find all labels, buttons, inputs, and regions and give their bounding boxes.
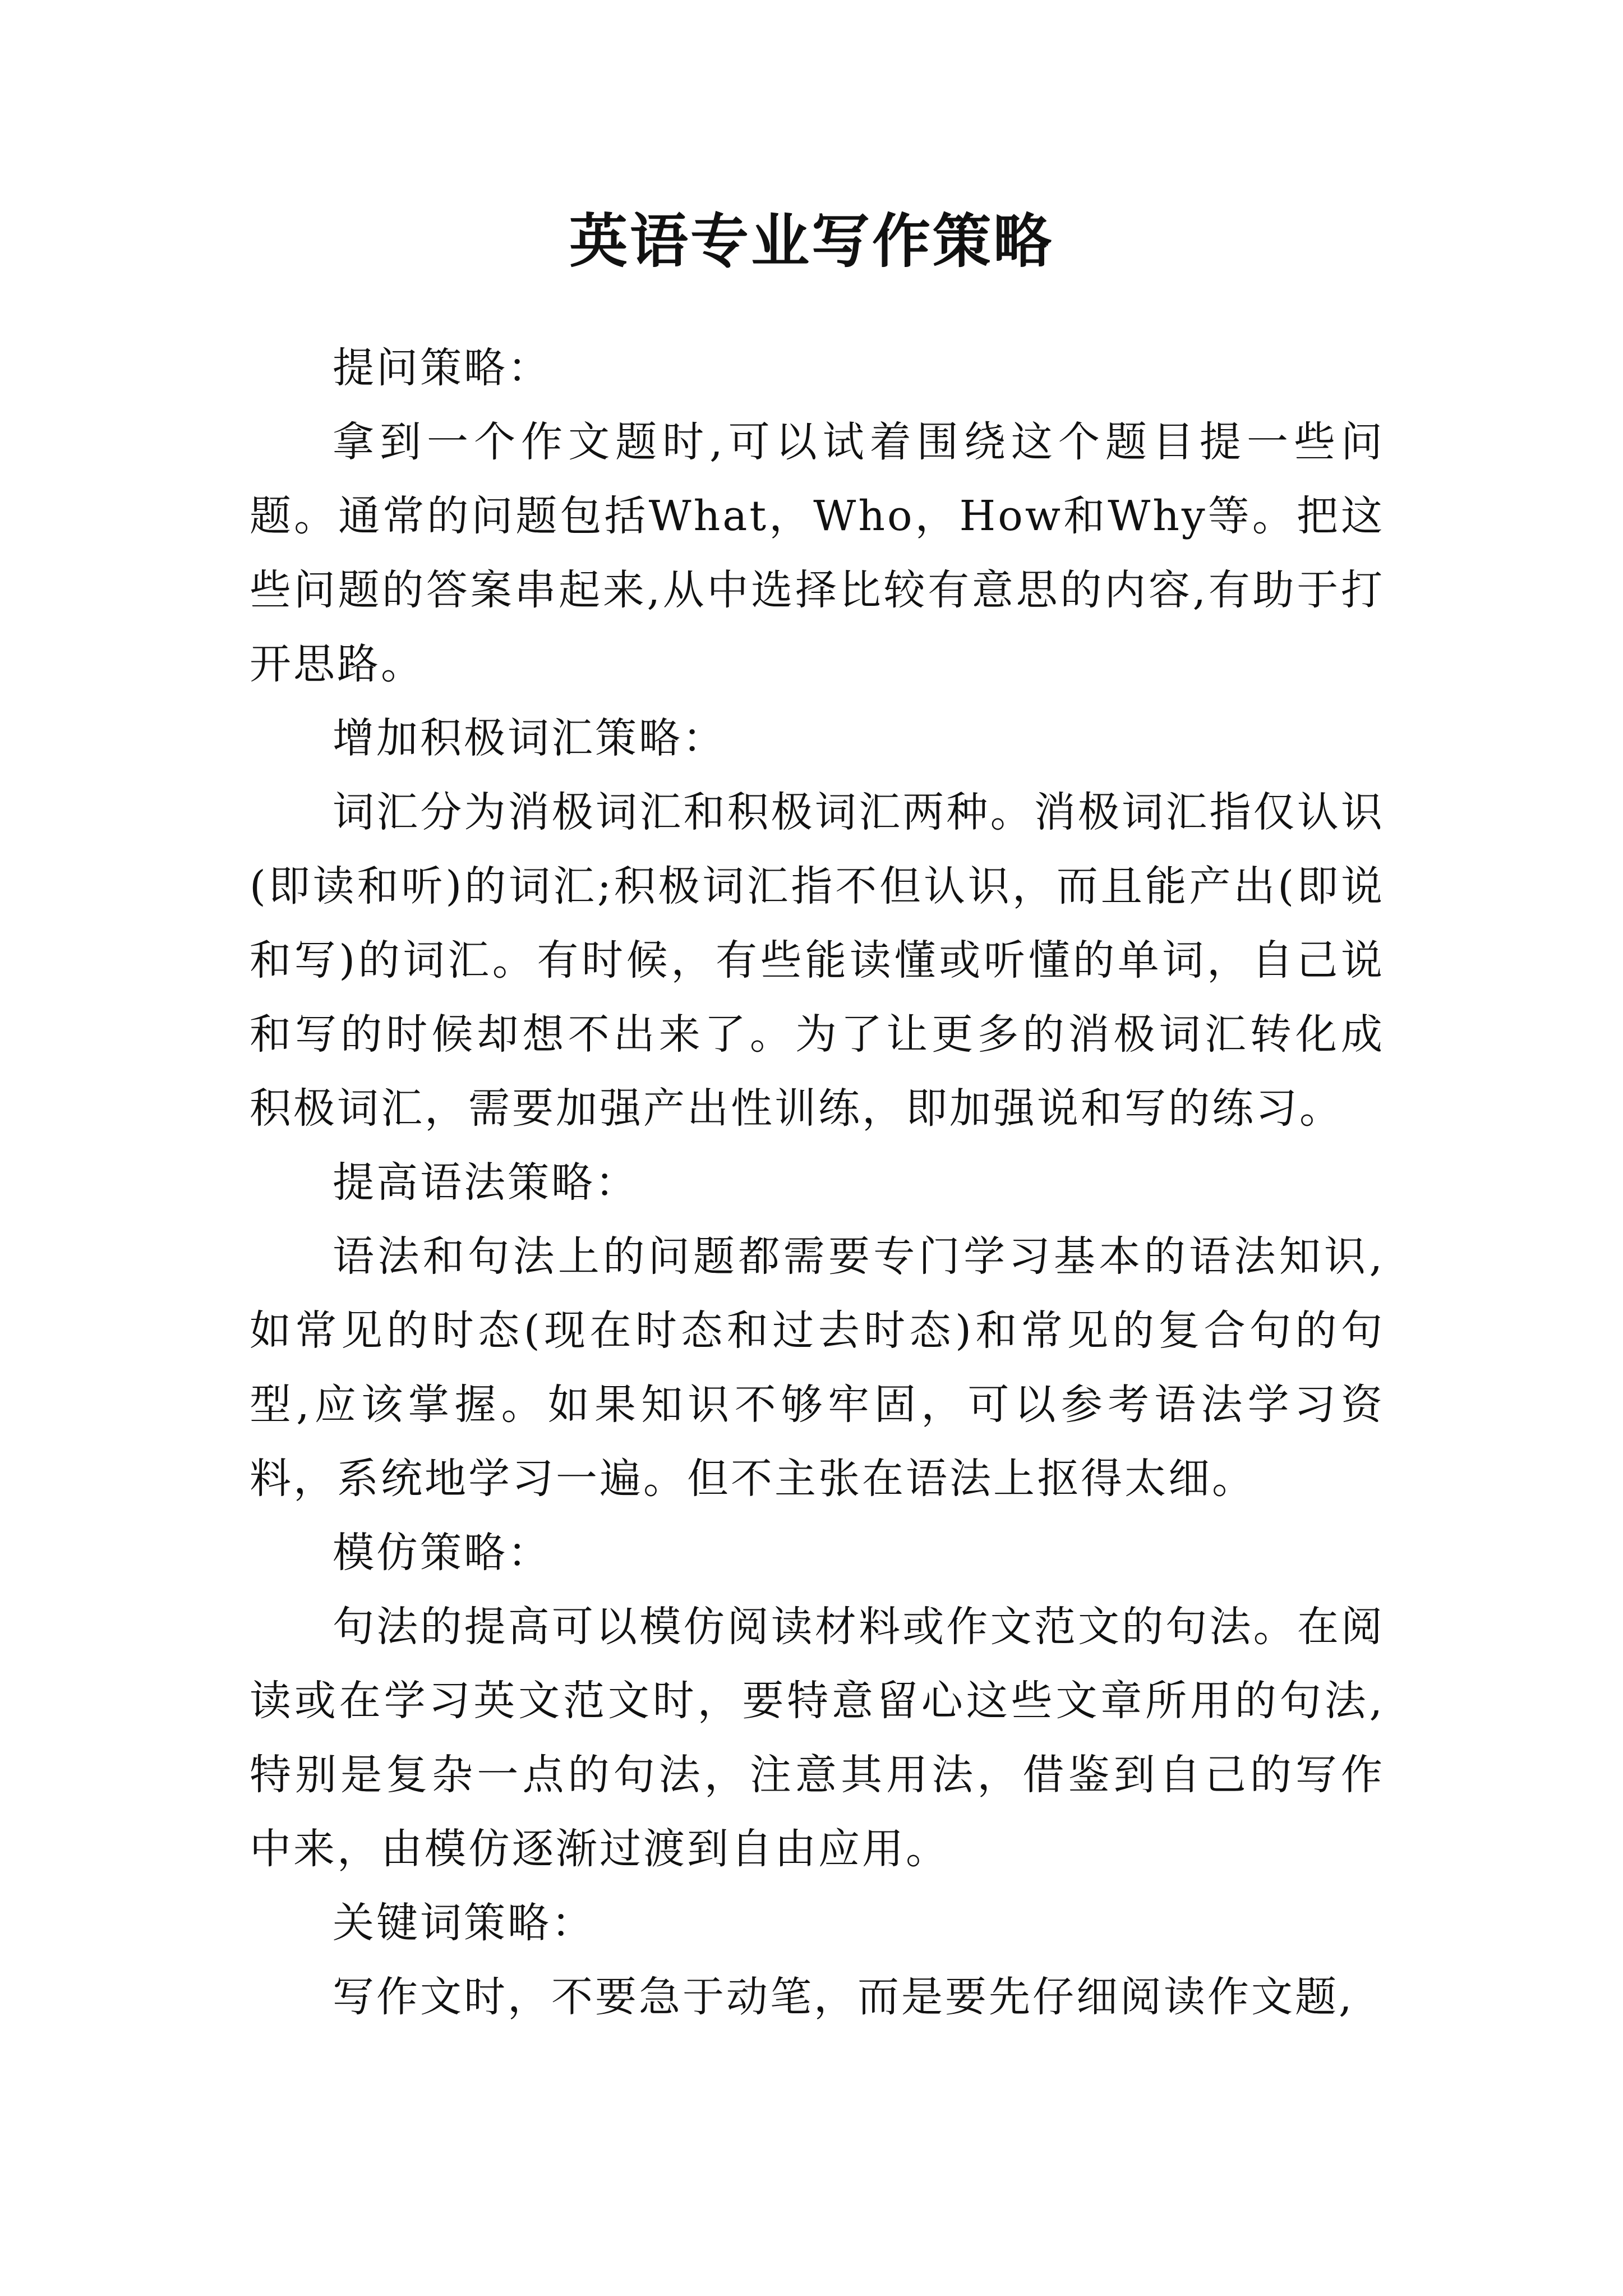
section-text-keywords: 写作文时，不要急于动笔，而是要先仔细阅读作文题, [333, 1973, 1354, 2021]
section-heading-active-vocabulary: 增加积极词汇策略： [333, 714, 726, 762]
section-heading-imitation: 模仿策略： [333, 1529, 551, 1577]
section-text-questioning: 拿到一个作文题时,可以试着围绕这个题目提一些问题。通常的问题包括What，Who，How和Why等。把这些问题的答案串起来,从中选择比较有意思的内容,有助于打开思路。 [250, 418, 1385, 688]
document-body [250, 331, 1385, 2034]
section-text-grammar: 语法和句法上的问题都需要专门学习基本的语法知识,如常见的时态(现在时态和过去时态)和常见的复合句的句型,应该掌握。如果知识不够牢固，可以参考语法学习资料，系统地学习一遍。但不主张在语法上抠得太细。 [250, 1232, 1385, 1503]
section-heading-grammar: 提高语法策略： [333, 1158, 639, 1207]
document-title: 英语专业写作策略 [569, 206, 1054, 275]
section-heading-questioning: 提问策略： [333, 344, 551, 392]
section-text-imitation: 句法的提高可以模仿阅读材料或作文范文的句法。在阅读或在学习英文范文时，要特意留心这些文章所用的句法,特别是复杂一点的句法，注意其用法，借鉴到自己的写作中来，由模仿逐渐过渡到自由应用。 [250, 1603, 1385, 1873]
section-heading-keywords: 关键词策略： [333, 1899, 595, 1947]
section-text-active-vocabulary: 词汇分为消极词汇和积极词汇两种。消极词汇指仅认识(即读和听)的词汇;积极词汇指不但认识，而且能产出(即说和写)的词汇。有时候，有些能读懂或听懂的单词，自己说和写的时候却想不出来了。为了让更多的消极词汇转化成积极词汇，需要加强产出性训练，即加强说和写的练习。 [250, 788, 1385, 1133]
